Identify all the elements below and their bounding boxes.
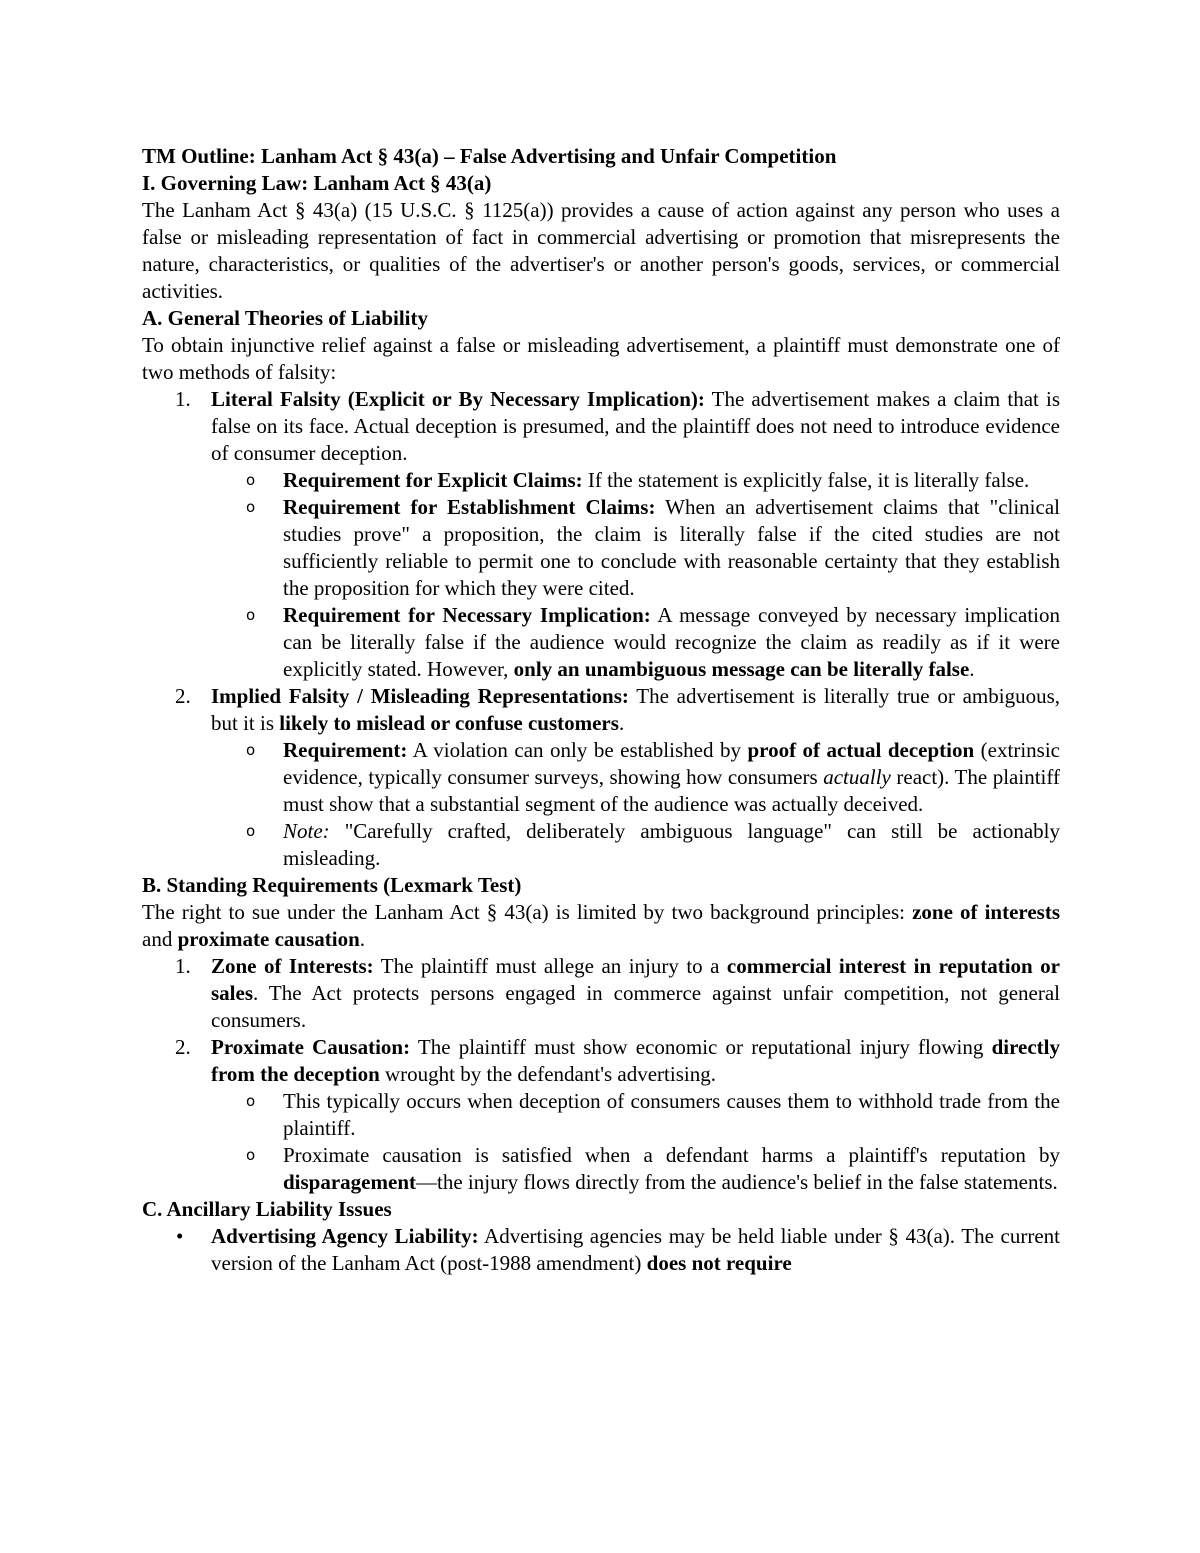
sub-item-label: Requirement: bbox=[283, 738, 408, 762]
section-heading-governing-law: I. Governing Law: Lanham Act § 43(a) bbox=[142, 171, 492, 195]
sub-item-italic: actually bbox=[823, 765, 891, 789]
sub-item-label: Requirement for Establishment Claims: bbox=[283, 495, 656, 519]
circle-bullet-icon: o bbox=[246, 471, 256, 489]
item-end: . bbox=[618, 711, 625, 735]
list-item-proximate-causation bbox=[142, 1034, 1060, 1196]
bullet-icon: • bbox=[176, 1224, 184, 1248]
sub-item-text: A violation can only be established by bbox=[407, 738, 748, 762]
circle-bullet-icon: o bbox=[246, 1146, 256, 1164]
section-body-governing-law: The Lanham Act § 43(a) (15 U.S.C. § 1125(a)) provides a cause of action against any person who uses a false or misleading representation of fact in commercial advertising or promotion that misrepresents the nature, characteristics, or qualities of the advertiser's or another person's goods, services, or commercial activities. bbox=[142, 198, 1060, 303]
circle-bullet-icon: o bbox=[246, 822, 256, 840]
sub-item-text-3: react). The plaintiff must show that a substantial segment of the audience was actually deceived. bbox=[283, 765, 1060, 816]
section-heading-standing: B. Standing Requirements (Lexmark Test) bbox=[142, 873, 522, 897]
sub-item-text: This typically occurs when deception of consumers causes them to withhold trade from the plaintiff. bbox=[283, 1089, 1060, 1140]
sub-item-text: A message conveyed by necessary implication can be literally false if the audience would recognize the claim as readily as if it were explicitly stated. However, bbox=[283, 603, 1060, 681]
sub-item-emphasis: proof of actual deception bbox=[747, 738, 975, 762]
item-label: Zone of Interests: bbox=[211, 954, 374, 978]
item-label: Implied Falsity / Misleading Representations: bbox=[211, 684, 629, 708]
intro-end: . bbox=[359, 927, 366, 951]
item-label: Proximate Causation: bbox=[211, 1035, 411, 1059]
intro-emphasis-2: proximate causation bbox=[177, 927, 360, 951]
sub-item-emphasis: only an unambiguous message can be literally false bbox=[513, 657, 970, 681]
sub-item-disparagement bbox=[211, 1142, 1060, 1196]
sub-item-emphasis: disparagement bbox=[283, 1170, 416, 1194]
circle-bullet-icon: o bbox=[246, 1092, 256, 1110]
circle-bullet-icon: o bbox=[246, 741, 256, 759]
sub-item-text-2: (extrinsic evidence, typically consumer surveys, showing how consumers bbox=[283, 738, 1060, 789]
list-item-zone-of-interests bbox=[142, 953, 1060, 1034]
section-heading-general-theories: A. General Theories of Liability bbox=[142, 306, 429, 330]
section-intro-general-theories: To obtain injunctive relief against a false or misleading advertisement, a plaintiff must demonstrate one of two methods of falsity: bbox=[142, 333, 1060, 384]
item-text: The plaintiff must allege an injury to a bbox=[373, 954, 727, 978]
sub-item-note bbox=[211, 818, 1060, 872]
sub-item-text: When an advertisement claims that "clinical studies prove" a proposition, the claim is literally false if the cited studies are not sufficiently reliable to permit one to conclude with reasonable certainty that they establish the proposition for which they were cited. bbox=[283, 495, 1060, 600]
document-page bbox=[142, 143, 1060, 1277]
ancillary-list bbox=[142, 1223, 1060, 1277]
sub-list bbox=[211, 467, 1060, 683]
sub-item-text: Proximate causation is satisfied when a defendant harms a plaintiff's reputation by bbox=[283, 1143, 1060, 1167]
sub-item-text: "Carefully crafted, deliberately ambiguous language" can still be actionably misleading. bbox=[283, 819, 1060, 870]
list-item-literal-falsity bbox=[142, 386, 1060, 683]
sub-item-requirement bbox=[211, 737, 1060, 818]
sub-item-text-2: —the injury flows directly from the audience's belief in the false statements. bbox=[416, 1170, 1058, 1194]
item-text: Advertising agencies may be held liable under § 43(a). The current version of the Lanham Act (post-1988 amendment) bbox=[211, 1224, 1060, 1275]
intro-emphasis-1: zone of interests bbox=[912, 900, 1060, 924]
list-item-implied-falsity bbox=[142, 683, 1060, 872]
item-label: Literal Falsity (Explicit or By Necessary Implication): bbox=[211, 387, 705, 411]
list-number: 1. bbox=[175, 387, 191, 411]
intro-text: The right to sue under the Lanham Act § 43(a) is limited by two background principles: bbox=[142, 900, 913, 924]
sub-list bbox=[211, 1088, 1060, 1196]
item-text-2: . The Act protects persons engaged in commerce against unfair competition, not general consumers. bbox=[211, 981, 1060, 1032]
circle-bullet-icon: o bbox=[246, 606, 256, 624]
list-item-agency-liability bbox=[142, 1223, 1060, 1277]
sub-item-label: Requirement for Explicit Claims: bbox=[283, 468, 583, 492]
sub-item-text: If the statement is explicitly false, it is literally false. bbox=[582, 468, 1030, 492]
sub-item-end: . bbox=[969, 657, 975, 681]
section-intro-standing bbox=[142, 899, 1060, 953]
sub-item-label: Requirement for Necessary Implication: bbox=[283, 603, 651, 627]
standing-list bbox=[142, 953, 1060, 1196]
item-text: The advertisement is literally true or ambiguous, but it is bbox=[211, 684, 1060, 735]
item-emphasis: commercial interest in reputation or sales bbox=[211, 954, 1060, 1005]
list-number: 2. bbox=[175, 1035, 191, 1059]
page-title: TM Outline: Lanham Act § 43(a) – False Advertising and Unfair Competition bbox=[142, 144, 837, 168]
theories-list bbox=[142, 386, 1060, 872]
sub-item-explicit-claims bbox=[211, 467, 1060, 494]
item-emphasis: directly from the deception bbox=[211, 1035, 1061, 1086]
item-emphasis: does not require bbox=[646, 1251, 792, 1275]
sub-item-withhold-trade bbox=[211, 1088, 1060, 1142]
item-text-2: wrought by the defendant's advertising. bbox=[379, 1062, 716, 1086]
item-text: The plaintiff must show economic or reputational injury flowing bbox=[410, 1035, 992, 1059]
circle-bullet-icon: o bbox=[246, 498, 256, 516]
list-number: 1. bbox=[175, 954, 191, 978]
sub-list bbox=[211, 737, 1060, 872]
item-text: The advertisement makes a claim that is false on its face. Actual deception is presumed, and the plaintiff does not need to introduce evidence of consumer deception. bbox=[211, 387, 1061, 465]
sub-item-necessary-implication bbox=[211, 602, 1060, 683]
sub-item-note-label: Note: bbox=[283, 819, 330, 843]
sub-item-establishment-claims bbox=[211, 494, 1060, 602]
list-number: 2. bbox=[175, 684, 191, 708]
intro-text-2: and bbox=[142, 927, 178, 951]
item-emphasis: likely to mislead or confuse customers bbox=[279, 711, 619, 735]
section-heading-ancillary: C. Ancillary Liability Issues bbox=[142, 1197, 392, 1221]
item-label: Advertising Agency Liability: bbox=[211, 1224, 479, 1248]
